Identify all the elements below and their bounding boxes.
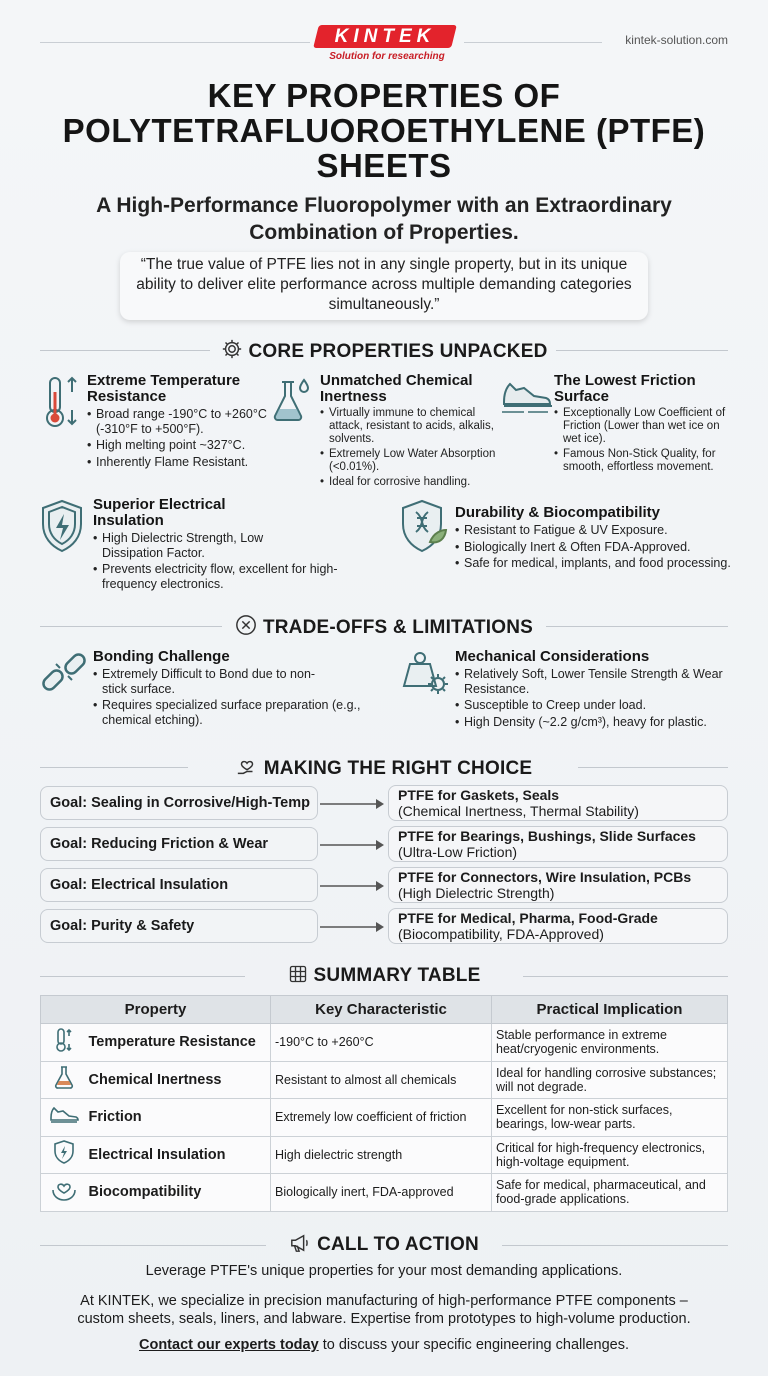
header-divider-left <box>40 42 310 43</box>
cell-key: High dielectric strength <box>271 1136 492 1174</box>
bullet: • Biologically Inert & Often FDA-Approved. <box>455 540 735 555</box>
thermometer-icon <box>42 374 82 435</box>
cell-implication: Safe for medical, pharmaceutical, and food-grade applications. <box>492 1174 728 1212</box>
summary-heading: SUMMARY TABLE <box>313 965 481 986</box>
ptfe-medical <box>388 908 728 944</box>
goal-purity: Goal: Purity & Safety <box>40 909 318 943</box>
table-icon <box>288 964 308 990</box>
cell-implication: Stable performance in extreme heat/cryogenic environments. <box>492 1024 728 1062</box>
col-implication: Practical Implication <box>492 996 728 1024</box>
cta-line-2: At KINTEK, we specialize in precision manufacturing of high-performance PTFE components – custom sheets, seals, liners, and labware. Expertise from prototypes to high-volume production. <box>77 1293 691 1327</box>
ptfe-use: PTFE for Gaskets, Seals <box>398 787 560 803</box>
prop-title: The Lowest Friction Surface <box>554 372 696 405</box>
table-header-row <box>41 996 728 1024</box>
shield-lightning-icon <box>41 1136 87 1174</box>
logo-tagline: Solution for researching <box>329 51 445 62</box>
summary-table <box>40 995 728 1212</box>
cta-line-3 <box>40 1336 728 1354</box>
col-key: Key Characteristic <box>271 996 492 1024</box>
shoe-icon <box>500 374 552 423</box>
choice-header <box>40 755 728 779</box>
bullet: • Safe for medical, implants, and food processing. <box>455 556 735 571</box>
arrow-icon <box>320 797 386 811</box>
cell-implication: Critical for high-frequency electronics, high-voltage equipment. <box>492 1136 728 1174</box>
close-circle-icon <box>235 614 257 642</box>
cta-line-3-rest: to discuss your specific engineering challenges. <box>318 1337 629 1353</box>
header-divider-right <box>464 42 602 43</box>
bullet: • High Density (~2.2 g/cm³), heavy for plastic. <box>455 715 740 730</box>
cell-property: Chemical Inertness <box>87 1061 271 1099</box>
core-heading: CORE PROPERTIES UNPACKED <box>248 341 548 362</box>
weight-gear-icon <box>400 648 452 703</box>
col-property: Property <box>41 996 271 1024</box>
cell-property: Temperature Resistance <box>87 1024 271 1062</box>
table-row <box>41 1061 728 1099</box>
arrow-icon <box>320 838 386 852</box>
choice-heading: MAKING THE RIGHT CHOICE <box>263 758 533 779</box>
bullet: • Famous Non-Stick Quality, for smooth, effortless movement. <box>554 448 738 474</box>
goal-sealing: Goal: Sealing in Corrosive/High-Temp <box>40 786 318 820</box>
prop-mechanical <box>455 649 740 731</box>
prop-title: Mechanical Considerations <box>455 648 650 665</box>
ptfe-why: (Ultra-Low Friction) <box>398 844 518 860</box>
bullet: • Susceptible to Creep under load. <box>455 698 740 713</box>
shoe-icon <box>41 1099 87 1137</box>
prop-friction <box>554 373 738 476</box>
ptfe-use: PTFE for Bearings, Bushings, Slide Surfaces <box>398 828 696 844</box>
site-url[interactable]: kintek-solution.com <box>625 33 728 47</box>
bullet: • Inherently Flame Resistant. <box>87 455 267 470</box>
prop-title: Superior Electrical Insulation <box>93 496 226 529</box>
quote-box: “The true value of PTFE lies not in any single property, but in its unique ability to deliver elite performance across multiple demanding categories simultaneously.” <box>120 252 648 320</box>
broken-chain-icon <box>38 648 90 703</box>
megaphone-icon <box>289 1233 311 1259</box>
cta-heading: CALL TO ACTION <box>317 1234 479 1255</box>
kintek-logo[interactable] <box>316 22 458 64</box>
contact-experts-link[interactable]: Contact our experts today <box>139 1337 319 1353</box>
cell-key: Extremely low coefficient of friction <box>271 1099 492 1137</box>
prop-durability <box>455 505 735 573</box>
cell-key: Resistant to almost all chemicals <box>271 1061 492 1099</box>
bullet: • Exceptionally Low Coefficient of Friction (Lower than wet ice on wet ice). <box>554 407 738 446</box>
cta-header <box>40 1233 728 1257</box>
table-row <box>41 1099 728 1137</box>
cell-property: Biocompatibility <box>87 1174 271 1212</box>
tradeoffs-heading: TRADE-OFFS & LIMITATIONS <box>262 617 534 638</box>
heart-hands-icon <box>41 1174 87 1212</box>
prop-title: Bonding Challenge <box>93 648 230 665</box>
ptfe-bearings <box>388 826 728 862</box>
ptfe-why: (High Dielectric Strength) <box>398 885 555 901</box>
cell-implication: Excellent for non-stick surfaces, bearings, low-wear parts. <box>492 1099 728 1137</box>
bullet: • High Dielectric Strength, Low Dissipation Factor. <box>93 531 273 560</box>
bullet: • Requires specialized surface preparation (e.g., chemical etching). <box>93 698 383 727</box>
table-row <box>41 1174 728 1212</box>
flask-icon <box>41 1061 87 1099</box>
ptfe-connectors <box>388 867 728 903</box>
shield-dna-icon <box>398 498 450 559</box>
bullet: • High melting point ~327°C. <box>87 438 267 453</box>
ptfe-why: (Biocompatibility, FDA-Approved) <box>398 926 604 942</box>
prop-temperature <box>87 373 267 471</box>
bullet: • Extremely Difficult to Bond due to non-stick surface. <box>93 667 333 696</box>
arrow-icon <box>320 879 386 893</box>
prop-electrical <box>93 497 353 593</box>
shield-lightning-icon <box>38 498 86 559</box>
bullet: • Resistant to Fatigue & UV Exposure. <box>455 523 735 538</box>
cell-property: Electrical Insulation <box>87 1136 271 1174</box>
cell-property: Friction <box>87 1099 271 1137</box>
prop-bonding <box>93 649 383 729</box>
bullet: • Broad range -190°C to +260°C (-310°F to +500°F). <box>87 407 267 436</box>
bullet: • Extremely Low Water Absorption (<0.01%). <box>320 448 502 474</box>
table-row <box>41 1024 728 1062</box>
logo-text: KINTEK <box>334 26 436 47</box>
bullet: • Virtually immune to chemical attack, resistant to acids, alkalis, solvents. <box>320 407 502 446</box>
ptfe-why: (Chemical Inertness, Thermal Stability) <box>398 803 639 819</box>
table-row <box>41 1136 728 1174</box>
tradeoffs-header <box>40 614 728 638</box>
cta-line-1: Leverage PTFE's unique properties for your most demanding applications. <box>145 1263 623 1279</box>
cell-key: Biologically inert, FDA-approved <box>271 1174 492 1212</box>
prop-title: Extreme Temperature Resistance <box>87 372 241 405</box>
ptfe-use: PTFE for Medical, Pharma, Food-Grade <box>398 910 658 926</box>
gear-icon <box>221 338 243 366</box>
cell-key: -190°C to +260°C <box>271 1024 492 1062</box>
bullet: • Prevents electricity flow, excellent for high-frequency electronics. <box>93 562 353 591</box>
arrow-icon <box>320 920 386 934</box>
summary-header <box>40 964 728 988</box>
thermometer-icon <box>41 1024 87 1062</box>
goal-friction: Goal: Reducing Friction & Wear <box>40 827 318 861</box>
flask-icon <box>270 376 314 429</box>
cell-implication: Ideal for handling corrosive substances; will not degrade. <box>492 1061 728 1099</box>
goal-electrical: Goal: Electrical Insulation <box>40 868 318 902</box>
bullet: • Ideal for corrosive handling. <box>320 476 502 489</box>
bullet: • Relatively Soft, Lower Tensile Strength & Wear Resistance. <box>455 667 740 696</box>
hand-heart-icon <box>236 755 258 783</box>
prop-chemical <box>320 373 502 491</box>
page-title: KEY PROPERTIES OF POLYTETRAFLUOROETHYLENE (PTFE) SHEETS <box>62 77 706 184</box>
ptfe-gaskets <box>388 785 728 821</box>
page-subtitle: A High-Performance Fluoropolymer with an Extraordinary Combination of Properties. <box>96 194 672 244</box>
prop-title: Unmatched Chemical Inertness <box>320 372 473 405</box>
ptfe-use: PTFE for Connectors, Wire Insulation, PCBs <box>398 869 692 885</box>
core-properties-header <box>40 338 728 362</box>
prop-title: Durability & Biocompatibility <box>455 504 661 521</box>
